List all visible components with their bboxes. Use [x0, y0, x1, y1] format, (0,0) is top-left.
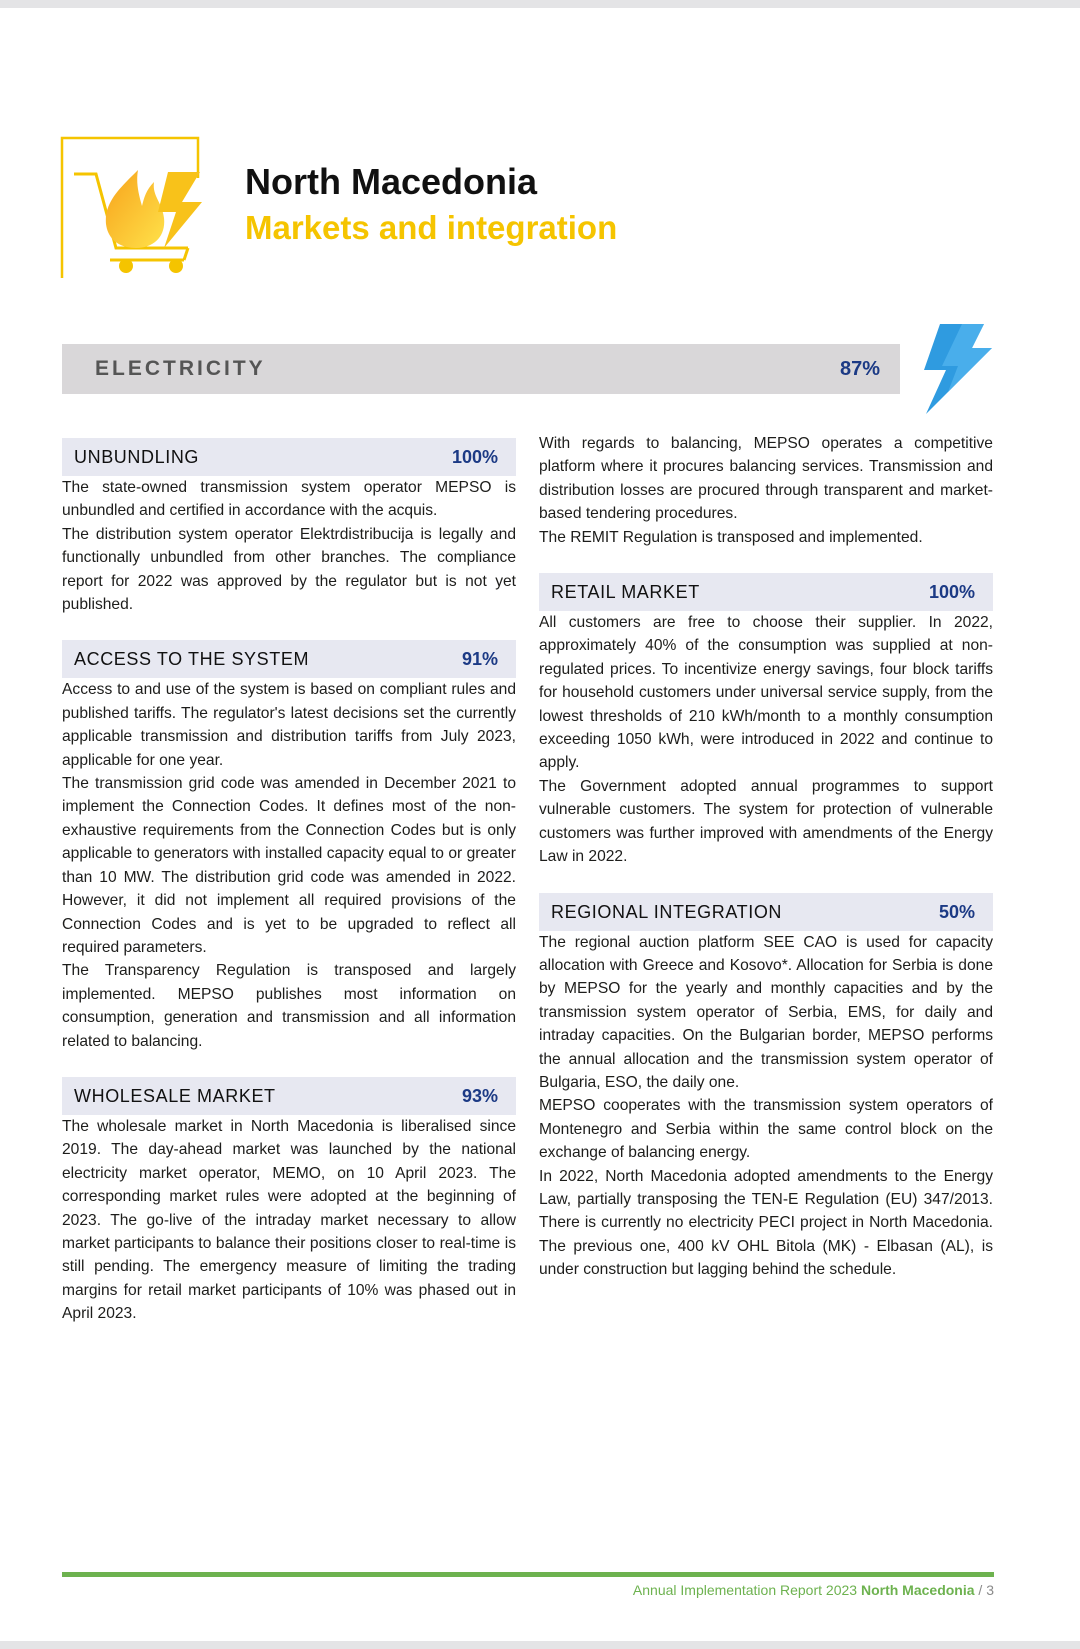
page-title: North Macedonia [245, 161, 538, 202]
paragraph: The REMIT Regulation is transposed and implemented. [539, 528, 923, 546]
paragraph: The Government adopted annual programmes to support vulnerable customers. The system for protection of vulnerable customers was further improved with amendments of the Energy Law in 2022. [539, 777, 993, 866]
page-number: / 3 [978, 1582, 994, 1598]
section-score: 100% [451, 447, 498, 467]
paragraph: The transmission grid code was amended in December 2021 to implement the Connection Codes. It defines most of the non-exhaustive requirements from the Connection Codes but is only applicable to generators with installed capacity equal to or greater than 10 MW. The distribution grid code was amended in 2022. However, it did not implement all required provisions of the Connection Codes and is yet to be upgraded to reflect all required parameters. [62, 775, 516, 956]
section-header-retail [539, 573, 993, 611]
footer-country: North Macedonia [860, 1582, 975, 1598]
section-label: ACCESS TO THE SYSTEM [74, 649, 310, 670]
section-header-wholesale [62, 1077, 516, 1115]
lightning-bolt-icon [918, 320, 996, 416]
right-column [539, 432, 993, 1282]
section-header-unbundling [62, 438, 516, 476]
paragraph: The wholesale market in North Macedonia is liberalised since 2019. The day-ahead market was launched by the national electricity market operator, MEMO, on 10 April 2023. The corresponding market rules were adopted at the beginning of 2023. The go-live of the intraday market necessary to allow market participants to balance their positions closer to real-time is still pending. The emergency measure of limiting the trading margins for retail market participants of 10% was phased out in April 2023. [62, 1117, 516, 1323]
flame-bolt-cart-icon [60, 136, 210, 278]
electricity-label: ELECTRICITY [95, 357, 266, 380]
paragraph: Access to and use of the system is based on compliant rules and published tariffs. The regulator's latest decisions set the currently applicable transmission and distribution tariffs from July 2023, applicable for one year. [62, 681, 516, 769]
bottom-border [0, 1641, 1080, 1649]
paragraph: With regards to balancing, MEPSO operates a competitive platform where it procures balancing services. Transmission and distribution losses are procured through transparent and market-based tendering procedures. [539, 435, 993, 523]
footer-rule [62, 1572, 994, 1577]
section-label: WHOLESALE MARKET [74, 1085, 276, 1106]
page-subtitle: Markets and integration [245, 209, 618, 246]
paragraph: The regional auction platform SEE CAO is used for capacity allocation with Greece and Kosovo*. Allocation for Serbia is done by MEPSO for the yearly and monthly capacities and by the transmission system operator of Serbia, EMS, for daily and intraday capacities. On the Bulgarian border, MEPSO performs the annual allocation and the transmission system operator of Bulgaria, ESO, the daily one. [539, 933, 993, 1091]
paragraph: The state-owned transmission system operator MEPSO is unbundled and certified in accordance with the acquis. [62, 479, 516, 520]
paragraph: The Transparency Regulation is transposed and largely implemented. MEPSO publishes most information on consumption, generation and transmission and all information related to balancing. [62, 962, 516, 1050]
section-label: UNBUNDLING [74, 447, 200, 467]
section-header-regional [539, 893, 993, 931]
section-label: RETAIL MARKET [551, 582, 700, 603]
paragraph: The distribution system operator Elektrdistribucija is legally and functionally unbundled from other branches. The compliance report for 2022 was approved by the regulator but is not yet published. [62, 525, 516, 614]
section-score: 93% [461, 1085, 498, 1106]
section-score: 100% [928, 582, 975, 603]
section-score: 50% [938, 901, 975, 922]
left-column [62, 438, 516, 1326]
electricity-score: 87% [839, 358, 880, 380]
electricity-banner [62, 344, 900, 394]
paragraph: In 2022, North Macedonia adopted amendments to the Energy Law, partially transposing the TEN-E Regulation (EU) 347/2013. There is currently no electricity PECI project in North Macedonia. The previous one, 400 kV OHL Bitola (MK) - Elbasan (AL), is under construction but lagging behind the schedule. [539, 1167, 993, 1279]
section-label: REGIONAL INTEGRATION [551, 901, 783, 922]
paragraph: All customers are free to choose their supplier. In 2022, approximately 40% of the consumption was supplied at non-regulated prices. To incentivize energy savings, four block tariffs for household customers under universal service supply, from the lowest thresholds of 210 kWh/month to a monthly consumption exceeding 1050 kWh, were introduced in 2022 and continue to apply. [539, 614, 993, 772]
section-score: 91% [461, 649, 498, 670]
section-header-access [62, 640, 516, 678]
footer-report: Annual Implementation Report 2023 [632, 1582, 858, 1598]
top-border [0, 0, 1080, 8]
paragraph: MEPSO cooperates with the transmission system operators of Montenegro and Serbia within the same control block on the exchange of balancing energy. [539, 1097, 993, 1162]
footer [633, 1582, 994, 1598]
